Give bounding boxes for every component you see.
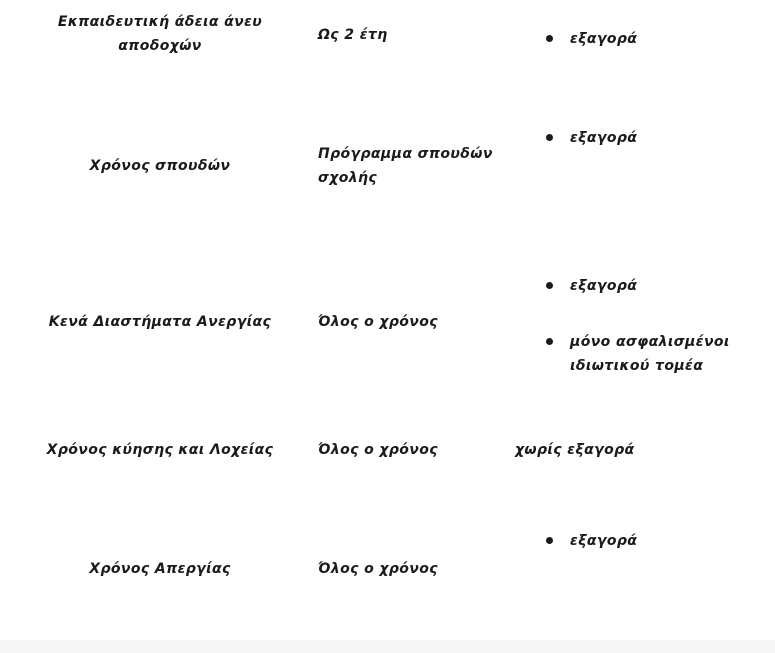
list-item	[540, 126, 760, 150]
row2-duration	[318, 142, 508, 190]
row2-category-line1: Χρόνος σπουδών	[89, 158, 231, 174]
bullet-icon	[546, 537, 553, 544]
row1-note1: εξαγορά	[570, 31, 638, 47]
row3-note2-line2: ιδιωτικού τομέα	[570, 358, 704, 374]
row2-notes	[540, 126, 760, 150]
row1-duration	[318, 23, 508, 47]
row5-notes	[540, 529, 760, 553]
row2-note1: εξαγορά	[570, 130, 638, 146]
row3-note2-line1: μόνο ασφαλισμένοι	[570, 334, 730, 350]
row1-category-line2: αποδοχών	[118, 38, 202, 54]
list-item	[540, 274, 760, 298]
row3-category-line1: Κενά Διαστήματα Ανεργίας	[48, 314, 272, 330]
row4-category	[40, 438, 280, 462]
row5-duration	[318, 557, 508, 581]
row3-note1: εξαγορά	[570, 278, 638, 294]
row1-notes	[540, 27, 760, 51]
row5-category	[40, 557, 280, 581]
row4-category-line1: Χρόνος κύησης και Λοχείας	[46, 442, 274, 458]
row3-notes	[540, 274, 760, 378]
bullet-icon	[546, 338, 553, 345]
row4-duration	[318, 438, 508, 462]
row4-duration-text: Όλος ο χρόνος	[318, 442, 438, 458]
row3-duration	[318, 310, 508, 334]
bullet-icon	[546, 282, 553, 289]
row2-duration-line2: σχολής	[318, 170, 378, 186]
row3-category	[40, 310, 280, 334]
list-item	[540, 27, 760, 51]
list-item	[540, 330, 760, 378]
list-item	[540, 529, 760, 553]
row5-duration-text: Όλος ο χρόνος	[318, 561, 438, 577]
bullet-icon	[546, 35, 553, 42]
row3-duration-text: Όλος ο χρόνος	[318, 314, 438, 330]
row1-duration-text: Ως 2 έτη	[318, 27, 388, 43]
bullet-icon	[546, 134, 553, 141]
row2-category	[40, 154, 280, 178]
row1-category	[40, 10, 280, 58]
page-bottom-edge	[0, 640, 775, 653]
row5-category-line1: Χρόνος Απεργίας	[89, 561, 231, 577]
row1-category-line1: Εκπαιδευτική άδεια άνευ	[57, 14, 263, 30]
row4-note: χωρίς εξαγορά	[515, 442, 635, 458]
row5-note1: εξαγορά	[570, 533, 638, 549]
row2-duration-line1: Πρόγραμμα σπουδών	[318, 146, 493, 162]
